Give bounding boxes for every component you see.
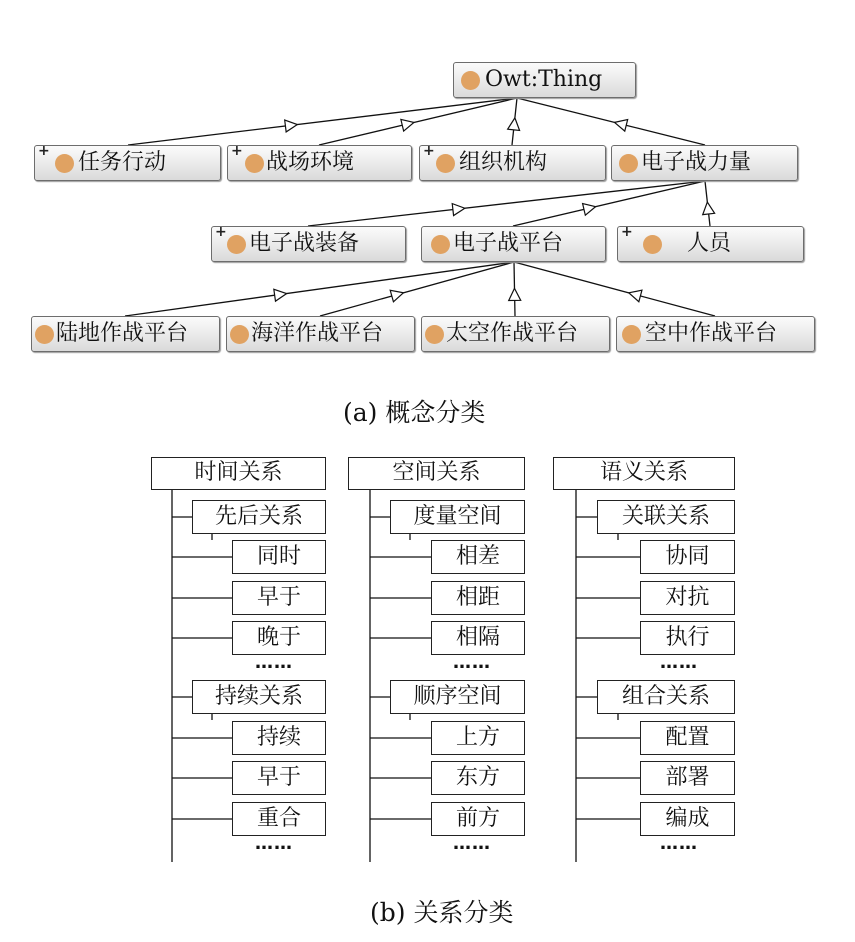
node-battlefield-environment[interactable] (227, 145, 412, 181)
ellipsis: …… (660, 833, 698, 854)
expand-icon[interactable]: + (38, 143, 50, 159)
node-organization[interactable] (419, 145, 606, 181)
subclass-arrow (509, 288, 521, 300)
ellipsis: …… (255, 833, 293, 854)
node-ew-equipment[interactable] (211, 226, 406, 262)
node-label: 海洋作战平台 (251, 321, 384, 346)
relation-root-semantic: 语义关系 (553, 457, 735, 490)
node-label: 电子战平台 (453, 231, 564, 256)
node-personnel[interactable] (617, 226, 804, 262)
class-icon (35, 325, 54, 344)
node-ew-platform[interactable] (421, 226, 606, 262)
class-icon (431, 235, 450, 254)
ellipsis: …… (453, 833, 491, 854)
relation-group-duration: 持续关系 (192, 680, 326, 714)
relation-group-sequence: 先后关系 (192, 500, 326, 534)
expand-icon[interactable]: + (423, 143, 435, 159)
node-owt-thing[interactable] (453, 62, 636, 98)
node-space-platform[interactable] (421, 316, 610, 352)
class-icon (461, 71, 480, 90)
node-air-platform[interactable] (616, 316, 815, 352)
relation-item: 早于 (232, 761, 326, 795)
subclass-edge (517, 98, 705, 145)
node-label: 太空作战平台 (446, 321, 579, 346)
relation-item: 晚于 (232, 621, 326, 655)
relation-item: 早于 (232, 581, 326, 615)
class-icon (230, 325, 249, 344)
relation-group-metric: 度量空间 (390, 500, 525, 534)
node-label: 任务行动 (78, 150, 167, 175)
node-label: 战场环境 (266, 150, 355, 175)
relation-group-composition: 组合关系 (597, 680, 735, 714)
subclass-arrow (274, 289, 287, 301)
subclass-edge (308, 181, 705, 226)
relation-item: 相差 (431, 540, 525, 574)
relation-group-association: 关联关系 (597, 500, 735, 534)
subclass-edge (513, 181, 705, 226)
class-icon (55, 154, 74, 173)
relation-item: 上方 (431, 721, 525, 755)
node-ew-force[interactable] (611, 145, 798, 181)
relation-item: 相距 (431, 581, 525, 615)
relation-item: 部署 (640, 761, 735, 795)
node-sea-platform[interactable] (226, 316, 415, 352)
subclass-edge (128, 98, 517, 145)
caption-a: (a) 概念分类 (343, 398, 486, 427)
ellipsis: …… (255, 652, 293, 673)
node-label: 组织机构 (459, 150, 548, 175)
class-icon (245, 154, 264, 173)
subclass-arrow (615, 119, 628, 131)
subclass-edge (125, 262, 514, 316)
relation-item: 对抗 (640, 581, 735, 615)
relation-item: 协同 (640, 540, 735, 574)
subclass-arrow (508, 118, 520, 131)
subclass-edge (320, 262, 514, 316)
expand-icon[interactable]: + (231, 143, 243, 159)
class-icon (619, 154, 638, 173)
caption-b: (b) 关系分类 (370, 898, 514, 927)
relation-item: 配置 (640, 721, 735, 755)
node-label: 空中作战平台 (645, 321, 778, 346)
class-icon (436, 154, 455, 173)
relation-item: 持续 (232, 721, 326, 755)
subclass-arrow (703, 202, 715, 215)
node-label: 人员 (687, 231, 732, 256)
class-icon (643, 235, 662, 254)
relation-root-time: 时间关系 (151, 457, 326, 490)
node-label: Owt:Thing (485, 67, 603, 92)
expand-icon[interactable]: + (215, 224, 227, 240)
node-label: 陆地作战平台 (56, 321, 189, 346)
subclass-arrow (583, 204, 596, 216)
subclass-arrow (401, 119, 414, 131)
relation-item: 东方 (431, 761, 525, 795)
node-label: 电子战装备 (249, 231, 360, 256)
relation-item: 前方 (431, 802, 525, 836)
relation-item: 同时 (232, 540, 326, 574)
ellipsis: …… (660, 652, 698, 673)
class-icon (425, 325, 444, 344)
subclass-arrow (452, 204, 465, 216)
subclass-edge (514, 262, 715, 316)
relation-group-order: 顺序空间 (390, 680, 525, 714)
subclass-arrow (285, 120, 298, 132)
class-icon (622, 325, 641, 344)
relation-item: 重合 (232, 802, 326, 836)
subclass-edge (319, 98, 517, 145)
relation-item: 编成 (640, 802, 735, 836)
subclass-arrow (390, 290, 403, 302)
relation-item: 相隔 (431, 621, 525, 655)
expand-icon[interactable]: + (621, 224, 633, 240)
ellipsis: …… (453, 652, 491, 673)
node-land-platform[interactable] (31, 316, 220, 352)
relation-item: 执行 (640, 621, 735, 655)
subclass-arrow (629, 290, 642, 302)
node-label: 电子战力量 (641, 150, 752, 175)
relation-root-space: 空间关系 (348, 457, 525, 490)
class-icon (227, 235, 246, 254)
node-mission-action[interactable] (34, 145, 221, 181)
